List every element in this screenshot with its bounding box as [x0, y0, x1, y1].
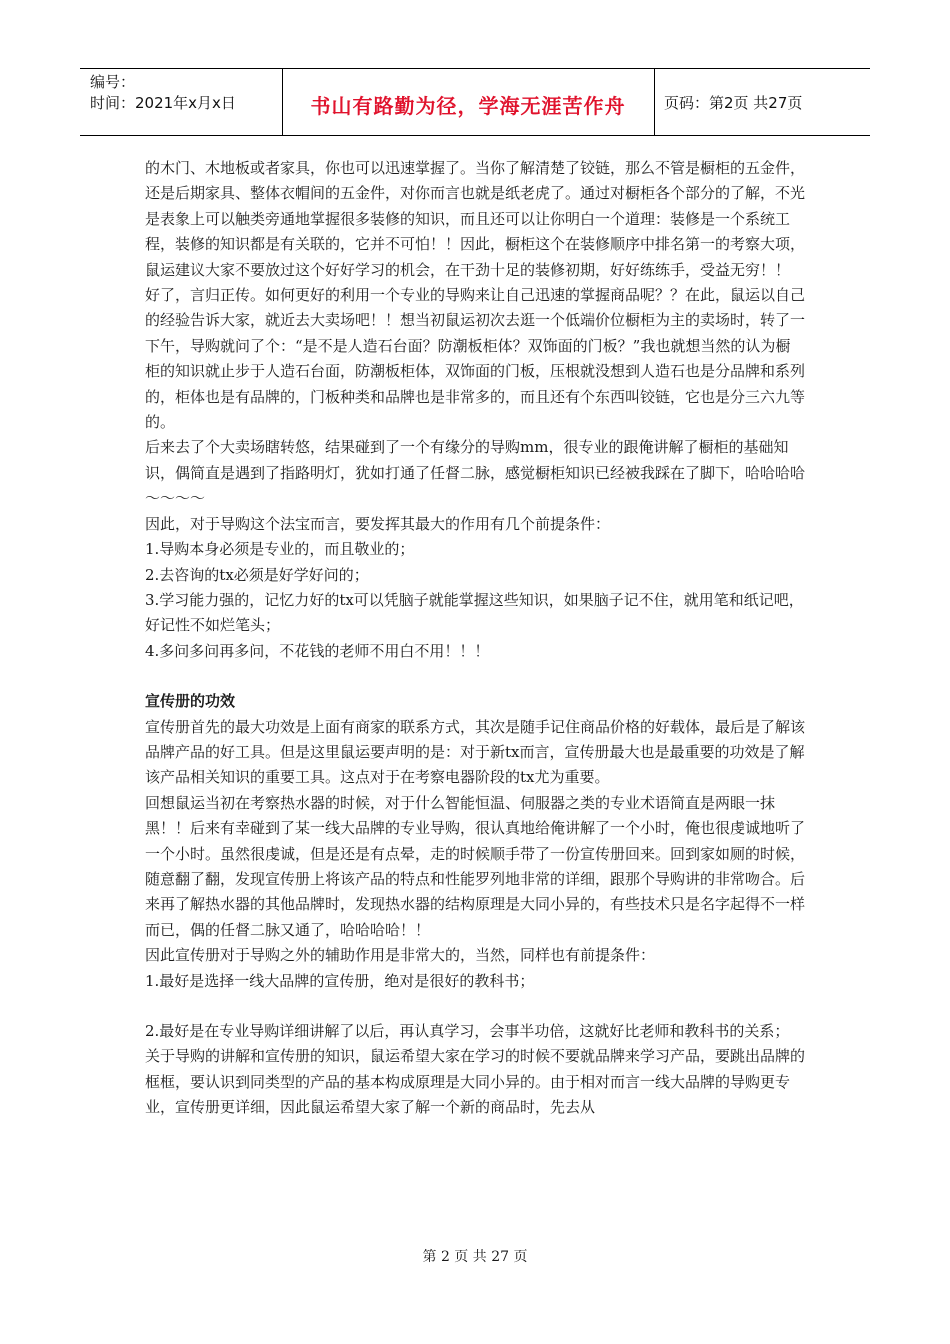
paragraph: 好了，言归正传。如何更好的利用一个专业的导购来让自己迅速的掌握商品呢？？在此，鼠运以自己的经验告诉大家，就近去大卖场吧！！想当初鼠运初次去逛一个低端价位橱柜为主的卖场时，转了一下午，导购就问了个：“是不是人造石台面？防潮板柜体？双饰面的门板？”我也就想当然的认为橱柜的知识就止步于人造石台面，防潮板柜体，双饰面的门板，压根就没想到人造石也是分品牌和系列的，柜体也是有品牌的，门板种类和品牌也是非常多的，而且还有个东西叫铰链，它也是分三六九等的。 [145, 286, 806, 432]
document-body [145, 156, 805, 1121]
paragraph: 因此，对于导购这个法宝而言，要发挥其最大的作用有几个前提条件： [145, 514, 611, 533]
list-item: 4.多问多问再多问，不花钱的老师不用白不用！！！ [145, 641, 490, 660]
section-title: 宣传册的功效 [145, 692, 236, 711]
paragraph: 宣传册首先的最大功效是上面有商家的联系方式，其次是随手记住商品价格的好载体，最后是了解该品牌产品的好工具。但是这里鼠运要声明的是：对于新tx而言，宣传册最大也是最重要的功效是了解该产品相关知识的重要工具。这点对于在考察电器阶段的tx尤为重要。 [145, 717, 806, 787]
paragraph: 关于导购的讲解和宣传册的知识，鼠运希望大家在学习的时候不要就品牌来学习产品，要跳出品牌的框框，要认识到同类型的产品的基本构成原理是大同小异的。由于相对而言一线大品牌的导购更专业，宣传册更详细，因此鼠运希望大家了解一个新的商品时，先去从 [145, 1047, 806, 1117]
header-top-rule [80, 68, 870, 69]
spacer [145, 664, 805, 689]
paragraph: 的木门、木地板或者家具，你也可以迅速掌握了。当你了解清楚了铰链，那么不管是橱柜的五金件，还是后期家具、整体衣帽间的五金件，对你而言也就是纸老虎了。通过对橱柜各个部分的了解，不光是表象上可以触类旁通地掌握很多装修的知识，而且还可以让你明白一个道理：装修是一个系统工程，装修的知识都是有关联的，它并不可怕！！因此，橱柜这个在装修顺序中排名第一的考察大项，鼠运建议大家不要放过这个好好学习的机会，在干劲十足的装修初期，好好练练手，受益无穷！！ [145, 159, 806, 279]
paragraph: 后来去了个大卖场瞎转悠，结果碰到了一个有缘分的导购mm，很专业的跟俺讲解了橱柜的基础知识，偶简直是遇到了指路明灯，犹如打通了任督二脉，感觉橱柜知识已经被我踩在了脚下，哈哈哈哈～～～～ [145, 438, 806, 508]
header-motto: 书山有路勤为径，学海无涯苦作舟 [310, 94, 626, 118]
number-label: 编号： [90, 73, 136, 91]
header-divider-right [654, 68, 655, 136]
list-item: 3.学习能力强的，记忆力好的tx可以凭脑子就能掌握这些知识，如果脑子记不住，就用笔和纸记吧，好记性不如烂笔头； [145, 590, 804, 635]
list-item: 1.最好是选择一线大品牌的宣传册，绝对是很好的教科书； [145, 971, 535, 990]
list-item: 1.导购本身必须是专业的，而且敬业的； [145, 540, 415, 559]
paragraph: 回想鼠运当初在考察热水器的时候，对于什么智能恒温、伺服器之类的专业术语简直是两眼一抹黑！！后来有幸碰到了某一线大品牌的专业导购，很认真地给俺讲解了一个小时，俺也很虔诚地听了一个小时。虽然很虔诚，但是还是有点晕，走的时候顺手带了一份宣传册回来。回到家如厕的时候，随意翻了翻，发现宣传册上将该产品的特点和性能罗列地非常的详细，跟那个导购讲的非常吻合。后来再了解热水器的其他品牌时，发现热水器的结构原理是大同小异的，有些技术只是名字起得不一样而已，偶的任督二脉又通了，哈哈哈哈！！ [145, 793, 806, 939]
list-item: 2.去咨询的tx必须是好学好问的； [145, 565, 369, 584]
paragraph: 因此宣传册对于导购之外的辅助作用是非常大的，当然，同样也有前提条件： [145, 946, 656, 965]
header-meta [90, 72, 236, 114]
page-footer: 第 2 页 共 27 页 [422, 1249, 528, 1265]
list-item: 2.最好是在专业导购详细讲解了以后，再认真学习，会事半功倍，这就好比老师和教科书的关系； [145, 1022, 790, 1040]
spacer [145, 994, 805, 1019]
header-page-label: 页码：第2页 共27页 [664, 94, 803, 112]
header-bottom-rule [80, 135, 870, 136]
time-label: 时间：2021年x月x日 [90, 94, 236, 112]
